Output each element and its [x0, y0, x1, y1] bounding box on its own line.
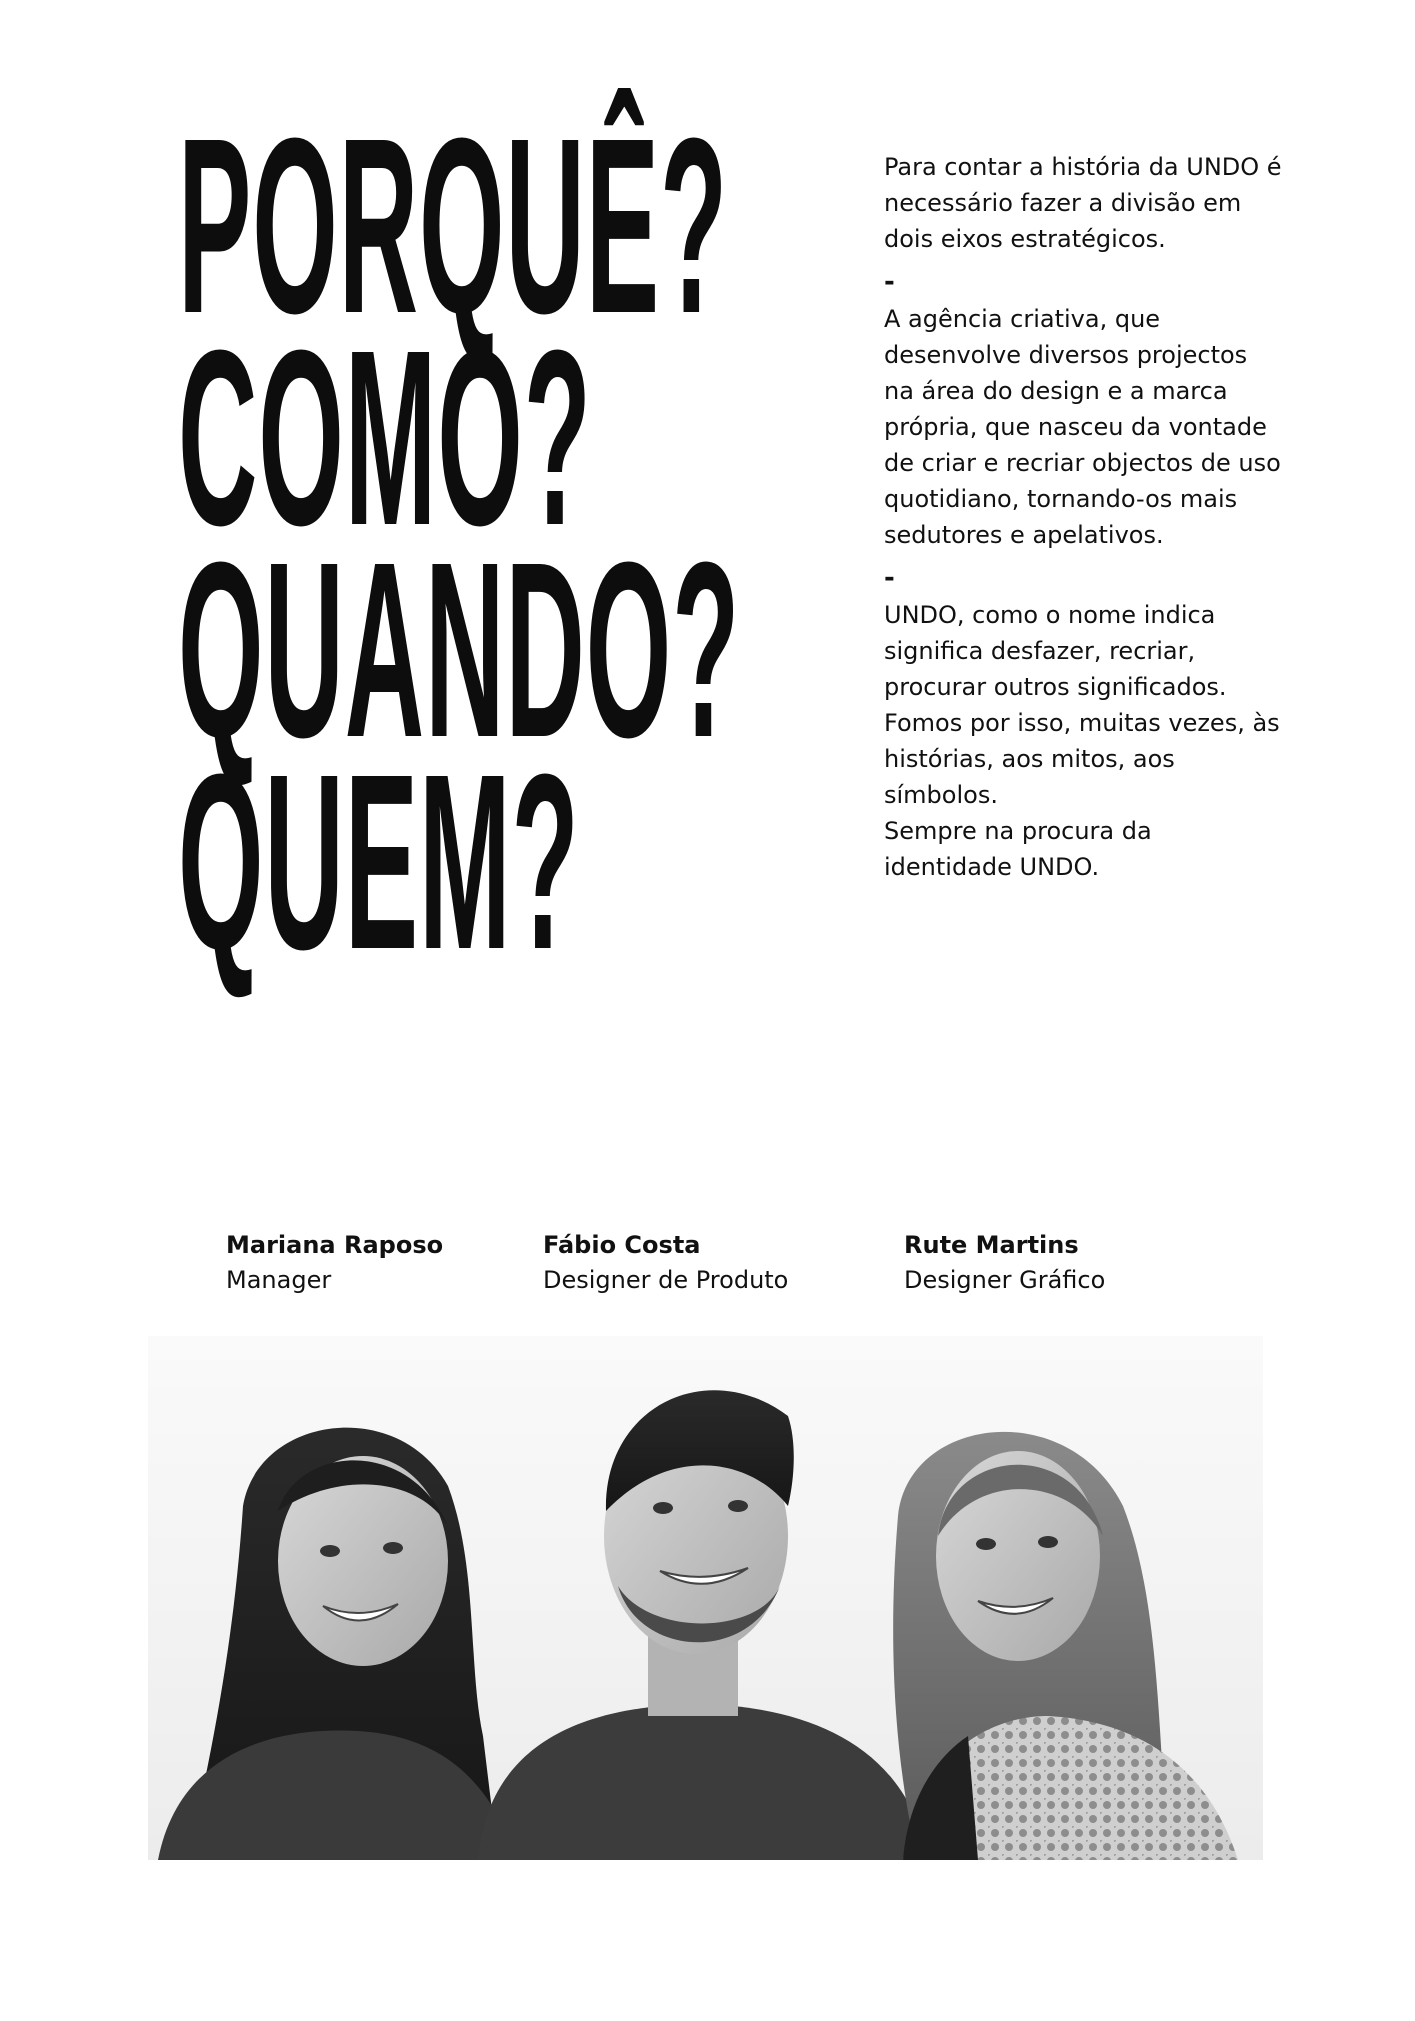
intro-text: [884, 149, 1284, 885]
team-photo-illustration: [148, 1336, 1263, 1860]
intro-paragraph: Para contar a história da UNDO é necessário fazer a divisão em dois eixos estratégicos.: [884, 153, 1282, 253]
headline-line-porque: PORQUÊ?: [178, 86, 729, 365]
team-member-name: Fábio Costa: [543, 1231, 701, 1259]
separator-dash: -: [884, 563, 895, 593]
team-member-fabio: [543, 1228, 788, 1298]
headline: [178, 86, 741, 1001]
team-member-name: Mariana Raposo: [226, 1231, 444, 1259]
team-member-role: Designer Gráfico: [904, 1266, 1106, 1294]
separator-dash: -: [884, 267, 895, 297]
headline-line-quando: QUANDO?: [178, 510, 741, 789]
intro-paragraph: A agência criativa, que desenvolve diversos projectos na área do design e a marca própria, que nasceu da vontade de criar e recriar objectos de uso quotidiano, tornando-os mais sedutores e apelativos.: [884, 305, 1281, 549]
team-member-name: Rute Martins: [904, 1231, 1079, 1259]
intro-paragraph: Sempre na procura da identidade UNDO.: [884, 817, 1152, 881]
team-photo: [148, 1336, 1263, 1860]
team-member-role: Designer de Produto: [543, 1266, 789, 1294]
team-member-rute: [904, 1228, 1105, 1298]
headline-line-como: COMO?: [178, 298, 592, 577]
team-member-mariana: [226, 1228, 443, 1298]
intro-paragraph: UNDO, como o nome indica significa desfazer, recriar, procurar outros significados. Fomos por isso, muitas vezes, às histórias, aos mitos, aos símbolos.: [884, 601, 1280, 809]
headline-line-quem: QUEM?: [178, 722, 580, 1001]
team-member-role: Manager: [226, 1266, 332, 1294]
